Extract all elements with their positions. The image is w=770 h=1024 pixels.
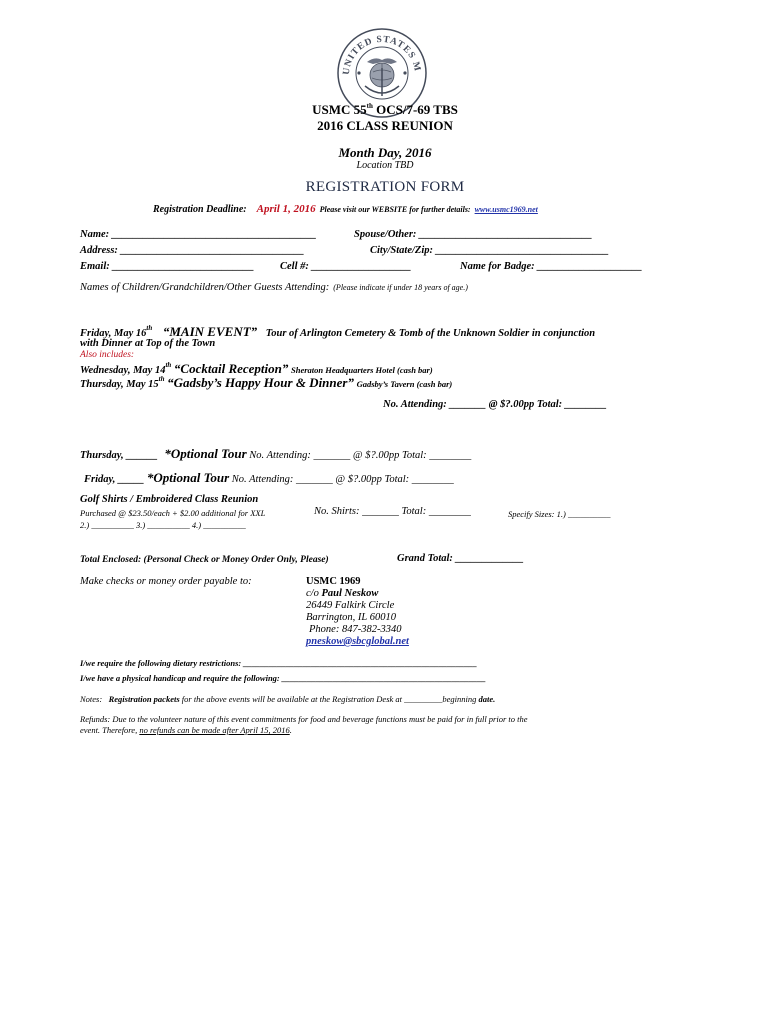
opt-thu-title: *Optional Tour <box>164 446 247 461</box>
payable-org: USMC 1969 <box>306 576 361 587</box>
thu-day: Thursday, May 15 <box>80 379 159 390</box>
reunion-subtitle: 2016 CLASS REUNION <box>317 118 453 133</box>
co-name: Paul Neskow <box>321 588 379 599</box>
payable-phone: Phone: 847-382-3340 <box>309 624 402 635</box>
golf-sizes[interactable]: Specify Sizes: 1.) __________ <box>508 509 611 519</box>
badge-field[interactable]: Name for Badge: ____________________ <box>460 261 643 272</box>
payable-street: 26449 Falkirk Circle <box>306 600 395 611</box>
thu-sup: th <box>158 375 165 383</box>
payable-city: Barrington, IL 60010 <box>306 612 396 623</box>
golf-shirts-field[interactable]: No. Shirts: _______ Total: ________ <box>314 506 471 517</box>
opt-fri-rest: No. Attending: _______ @ $?.00pp Total: ________ <box>231 474 454 485</box>
title-pre: USMC 55 <box>312 102 367 117</box>
spouse-field[interactable]: Spouse/Other: _________________________________ <box>354 229 593 240</box>
refunds-line2 <box>80 725 292 735</box>
wed-day: Wednesday, May 14 <box>80 365 166 376</box>
opt-fri-day: Friday, _____ <box>84 474 145 485</box>
notes-bold: Registration packets <box>108 694 180 704</box>
title-post: OCS/7-69 TBS <box>372 102 458 117</box>
also-includes: Also includes: <box>80 350 135 360</box>
opt-thu-rest: No. Attending: _______ @ $?.00pp Total: ________ <box>249 450 472 461</box>
thu-desc: Gadsby’s Tavern (cash bar) <box>356 379 453 389</box>
total-enclosed: Total Enclosed: (Personal Check or Money Order Only, Please) <box>80 555 329 565</box>
reunion-title <box>0 102 770 118</box>
golf-sizes-2[interactable]: 2.) __________ 3.) __________ 4.) __________ <box>80 520 246 530</box>
wed-sup: th <box>165 361 172 369</box>
opt-fri-title: *Optional Tour <box>146 470 230 485</box>
grand-total-field[interactable]: Grand Total: _____________ <box>397 553 524 564</box>
main-event-day: Friday, May 16 <box>80 328 147 339</box>
main-event-attending[interactable]: No. Attending: _______ @ $?.00pp Total: ________ <box>383 399 607 410</box>
deadline-line <box>153 199 538 217</box>
optional-thursday[interactable] <box>80 446 471 462</box>
refunds-line1: Refunds: Due to the volunteer nature of this event commitments for food and beverage functions must be paid for in full prior to the <box>80 714 528 724</box>
golf-title: Golf Shirts / Embroidered Class Reunion <box>80 494 259 505</box>
deadline-date: April 1, 2016 <box>256 203 316 215</box>
city-field[interactable]: City/State/Zip: _________________________________ <box>370 245 609 256</box>
website-link[interactable]: www.usmc1969.net <box>474 205 538 214</box>
optional-friday[interactable] <box>84 470 454 486</box>
guests-label: Names of Children/Grandchildren/Other Guests Attending: <box>80 282 330 293</box>
event-date: Month Day, 2016 <box>338 145 432 160</box>
refunds-post: . <box>289 725 292 735</box>
event-location: Location TBD <box>356 160 414 171</box>
thursday-line <box>80 375 452 391</box>
title-sup: th <box>366 102 373 110</box>
seal-text: UNITED STATES M <box>341 34 423 76</box>
email-field[interactable]: Email: ___________________________ <box>80 261 255 272</box>
payable-email-link[interactable]: pneskow@sbcglobal.net <box>306 636 409 647</box>
wed-title: “Cocktail Reception” <box>173 361 289 376</box>
main-event-sup: th <box>146 324 153 332</box>
payable-co <box>306 588 378 599</box>
deadline-note: Please visit our WEBSITE for further details: <box>319 205 471 214</box>
wed-desc: Sheraton Headquarters Hotel (cash bar) <box>291 365 433 375</box>
main-event-desc: Tour of Arlington Cemetery & Tomb of the Unknown Soldier in conjunction <box>265 328 596 339</box>
address-field[interactable]: Address: ___________________________________ <box>80 245 305 256</box>
notes-mid: for the above events will be available at the Registration Desk at _________beginning <box>181 694 477 704</box>
refunds-pre: event. Therefore, <box>80 725 140 735</box>
thu-title: “Gadsby’s Happy Hour & Dinner” <box>167 375 354 390</box>
opt-thu-day: Thursday, ______ <box>80 450 158 461</box>
notes-line <box>80 694 495 704</box>
form-title: REGISTRATION FORM <box>305 179 465 195</box>
guests-note: (Please indicate if under 18 years of age.) <box>333 283 468 292</box>
main-event-title: “MAIN EVENT” <box>162 324 258 339</box>
payable-label: Make checks or money order payable to: <box>80 576 252 587</box>
name-field[interactable]: Name: _______________________________________ <box>80 229 317 240</box>
refunds-deadline: no refunds can be made after April 15, 2016 <box>139 725 290 735</box>
dietary-field[interactable]: I/we require the following dietary restrictions: _______________________________________________________ <box>80 658 478 668</box>
notes-end: date. <box>478 694 496 704</box>
guests-line <box>80 277 468 295</box>
cell-field[interactable]: Cell #: ___________________ <box>280 261 412 272</box>
golf-price: Purchased @ $23.50/each + $2.00 additional for XXL <box>80 508 266 518</box>
notes-label: Notes: <box>80 694 103 704</box>
co-prefix: c/o <box>306 588 322 599</box>
main-event-desc2: with Dinner at Top of the Town <box>80 338 216 349</box>
deadline-label: Registration Deadline: <box>153 204 247 215</box>
handicap-field[interactable]: I/we have a physical handicap and require the following: ________________________________________________ <box>80 673 486 683</box>
